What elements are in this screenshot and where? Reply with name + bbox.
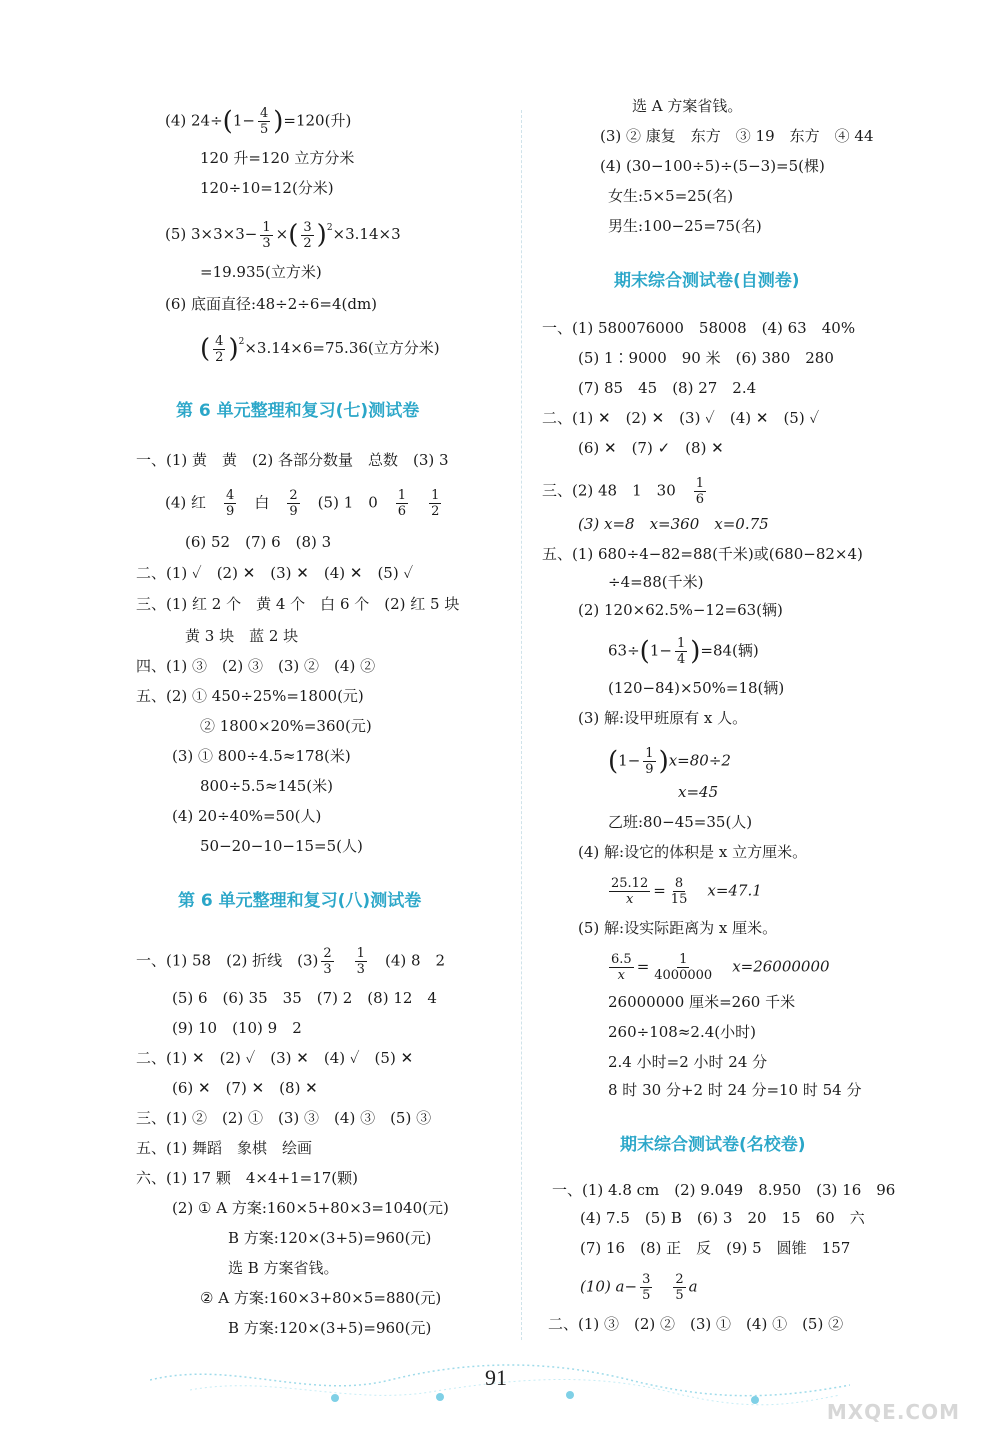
answer-line: 一、(1) 58 (2) 折线 (3) $\frac{2}{3}$ $\frac{1}{3}$ (4) 8 2 [136,946,446,977]
answer-line: 一、(1) 4.8 cm (2) 9.049 8.950 (3) 16 96 [552,1181,896,1199]
answer-line: (6) 52 (7) 6 (8) 3 [185,533,332,551]
answer-line: (4) (30−100÷5)÷(5−3)=5(棵) [600,157,825,175]
answer-line: (2) 120×62.5%−12=63(辆) [578,601,783,619]
answer-line: (9) 10 (10) 9 2 [172,1019,302,1037]
fraction: $\frac{2}{9}$ [289,488,298,519]
answer-line: $\frac{25.12}{x}$ = $\frac{8}{15}$ x=47.1 [611,876,762,907]
answer-line: 260÷108≈2.4(小时) [608,1023,756,1041]
answer-line: x=45 [678,783,719,801]
answer-line: (4) 解:设它的体积是 x 立方厘米。 [578,843,808,861]
answer-line: (6) 底面直径:48÷2÷6=4(dm) [165,295,378,313]
fraction: $\frac{8}{15}$ [670,876,688,907]
fraction: $\frac{1}{2}$ [431,488,440,519]
answer-line: B 方案:120×(3+5)=960(元) [228,1229,432,1247]
decoration-dot [751,1396,759,1404]
decoration-dot [566,1391,574,1399]
fraction: $\frac{4}{2}$ [215,333,224,365]
fraction: $\frac{4}{5}$ [259,106,269,137]
fraction: $\frac{1}{4000000}$ [654,952,713,983]
answer-line: 一、(1) 580076000 58008 (4) 63 40% [542,319,856,337]
answer-line: =19.935(立方米) [200,263,322,281]
answer-line: 63÷(1− $\frac{1}{4}$ )=84(辆) [608,636,759,667]
answer-line: (1− $\frac{1}{9}$ )x=80÷2 [608,746,731,777]
watermark: MXQE.COM [826,1400,960,1424]
answer-line: 选 A 方案省钱。 [632,97,743,115]
answer-line: (5) 解:设实际距离为 x 厘米。 [578,919,778,937]
answer-line: 选 B 方案省钱。 [228,1259,339,1277]
answer-line: (3) ① 800÷4.5≈178(米) [172,747,351,765]
answer-line: 五、(2) ① 450÷25%=1800(元) [136,687,364,705]
section-heading: 期末综合测试卷(名校卷) [620,1135,806,1155]
page-number: 91 [485,1365,507,1390]
fraction: $\frac{6.5}{x}$ [611,952,632,983]
answer-line: ( $\frac{4}{2}$ )$^2$×3.14×6=75.36(立方分米) [200,333,440,365]
answer-line: (3) ② 康复 东方 ③ 19 东方 ④ 44 [600,127,874,145]
section-heading: 第 6 单元整理和复习(八)测试卷 [178,891,422,911]
answer-line: 五、(1) 680÷4−82=88(千米)或(680−82×4) [542,545,863,563]
section-heading: 第 6 单元整理和复习(七)测试卷 [176,401,420,421]
answer-line: (3) x=8 x=360 x=0.75 [578,515,769,533]
decoration-dot [436,1393,444,1401]
answer-line: (4) 7.5 (5) B (6) 3 20 15 60 六 [580,1209,865,1227]
answer-line: (4) 20÷40%=50(人) [172,807,322,825]
answer-line: 三、(1) ② (2) ① (3) ③ (4) ③ (5) ③ [136,1109,432,1127]
fraction: $\frac{3}{5}$ [642,1272,651,1303]
fraction: $\frac{1}{6}$ [397,488,407,519]
answer-line: 男生:100−25=75(名) [608,217,762,235]
answer-line: 六、(1) 17 颗 4×4+1=17(颗) [136,1169,358,1187]
answer-line: (2) ① A 方案:160×5+80×3=1040(元) [172,1199,449,1217]
answer-line: B 方案:120×(3+5)=960(元) [228,1319,432,1337]
answer-line: ② A 方案:160×3+80×5=880(元) [200,1289,442,1307]
answer-line: 120 升=120 立方分米 [200,149,355,167]
answer-line: 五、(1) 舞蹈 象棋 绘画 [136,1139,313,1157]
fraction: $\frac{1}{3}$ [262,219,271,251]
answer-line: (5) 6 (6) 35 35 (7) 2 (8) 12 4 [172,989,437,1007]
answer-line: (5) 3×3×3− $\frac{1}{3}$ ×( $\frac{3}{2}$ )$^2$×3.14×3 [165,219,401,251]
answer-line: 8 时 30 分+2 时 24 分=10 时 54 分 [608,1081,862,1099]
answer-line: 三、(1) 红 2 个 黄 4 个 白 6 个 (2) 红 5 块 [136,595,460,613]
answer-line: ② 1800×20%=360(元) [200,717,372,735]
fraction: $\frac{2}{5}$ [675,1272,684,1303]
answer-line: (7) 16 (8) 正 反 (9) 5 圆锥 157 [580,1239,851,1257]
fraction: $\frac{1}{9}$ [645,746,654,777]
answer-line: 二、(1) ③ (2) ② (3) ① (4) ① (5) ② [548,1315,844,1333]
fraction: $\frac{3}{2}$ [303,219,312,251]
answer-line: (5) 1∶9000 90 米 (6) 380 280 [578,349,834,367]
answer-line: 女生:5×5=25(名) [608,187,734,205]
answer-line: 二、(1) ✕ (2) ✕ (3) ✓ (4) ✕ (5) ✓ [542,409,820,427]
fraction: $\frac{4}{9}$ [226,488,235,519]
answer-line: $\frac{6.5}{x}$ = $\frac{1}{4000000}$ x=26000000 [611,952,830,983]
answer-line: ÷4=88(千米) [608,573,704,591]
answer-line: (6) ✕ (7) ✕ (8) ✕ [172,1079,318,1097]
answer-line: (3) 解:设甲班原有 x 人。 [578,709,748,727]
answer-line: 120÷10=12(分米) [200,179,334,197]
answer-line: 黄 3 块 蓝 2 块 [185,627,299,645]
answer-line: 二、(1) ✕ (2) ✓ (3) ✕ (4) ✓ (5) ✕ [136,1049,414,1067]
answer-line: (6) ✕ (7) ✓ (8) ✕ [578,439,724,457]
fraction: $\frac{2}{3}$ [323,946,332,977]
answer-line: (4) 24÷(1− $\frac{4}{5}$ )=120(升) [165,106,352,137]
fraction: $\frac{25.12}{x}$ [611,876,649,907]
decoration-dot [331,1394,339,1402]
column-divider [521,110,522,1340]
fraction: $\frac{1}{3}$ [356,946,365,977]
answer-line: 26000000 厘米=260 千米 [608,993,796,1011]
answer-line: 一、(1) 黄 黄 (2) 各部分数量 总数 (3) 3 [136,451,449,469]
section-heading: 期末综合测试卷(自测卷) [614,271,800,291]
answer-line: (7) 85 45 (8) 27 2.4 [578,379,757,397]
answer-line: 50−20−10−15=5(人) [200,837,363,855]
answer-line: 二、(1) ✓ (2) ✕ (3) ✕ (4) ✕ (5) ✓ [136,564,414,582]
answer-line: 800÷5.5≈145(米) [200,777,333,795]
answer-line: (4) 红 $\frac{4}{9}$ 白 $\frac{2}{9}$ (5) 1 0 $\frac{1}{6}$ $\frac{1}{2}$ [165,488,440,519]
answer-line: (120−84)×50%=18(辆) [608,679,785,697]
fraction: $\frac{1}{6}$ [695,476,705,507]
answer-line: 三、(2) 48 1 30 $\frac{1}{6}$ [542,476,705,507]
answer-line: 四、(1) ③ (2) ③ (3) ② (4) ② [136,657,376,675]
answer-line: (10) a− $\frac{3}{5}$ $\frac{2}{5}$ a [580,1272,698,1303]
fraction: $\frac{1}{4}$ [676,636,686,667]
answer-line: 乙班:80−45=35(人) [608,813,753,831]
answer-line: 2.4 小时=2 小时 24 分 [608,1053,768,1071]
